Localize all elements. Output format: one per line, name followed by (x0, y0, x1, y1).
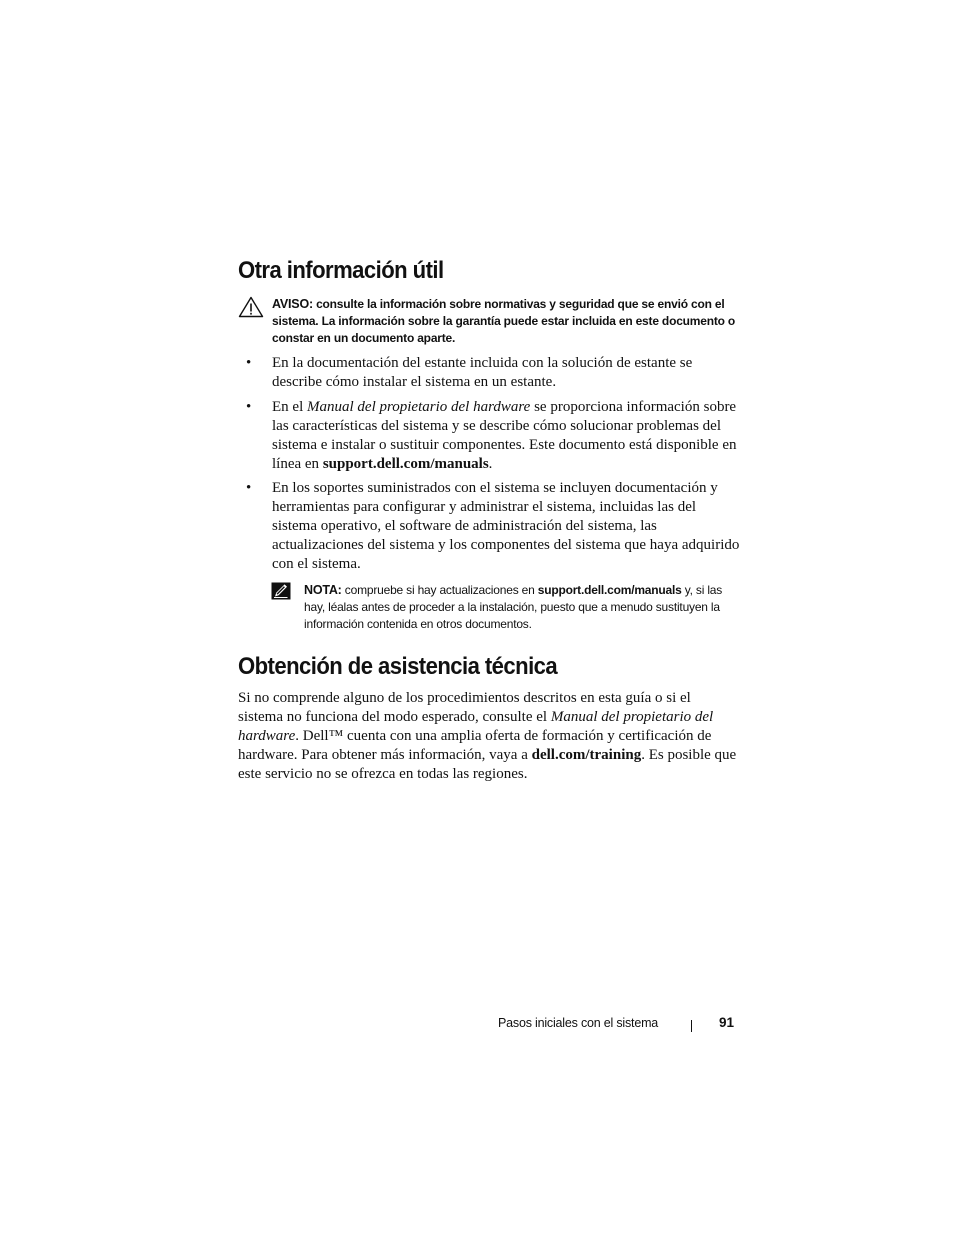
note-text-pre: compruebe si hay actualizaciones en (344, 583, 538, 597)
list-item-text: En la documentación del estante incluida con la solución de estante se describe cómo instalar el sistema en un estante. (272, 355, 693, 390)
training-link[interactable]: dell.com/training (531, 747, 642, 763)
page-footer (498, 1014, 738, 1034)
support-manual-title: Manual del propietario del hardware (238, 709, 714, 744)
support-text-post: . Es posible que este servicio no se ofrezca en todas las regiones. (238, 747, 737, 782)
warning-label: AVISO: (272, 297, 313, 311)
warning-text: consulte la información sobre normativas y seguridad que se envió con el sistema. La información sobre la garantía puede estar incluida en este documento o constar en un documento aparte. (272, 297, 736, 345)
footer-title: Pasos iniciales con el sistema (498, 1016, 659, 1030)
support-text-pre: Si no comprende alguno de los procedimientos descritos en esta guía o si el sistema no funciona del modo esperado, consulte el (238, 690, 691, 725)
list-item-text-mid: se proporciona información sobre las características del sistema y se describe cómo solucionar problemas del sistema e instalar o sustituir componentes. Este documento está disponible en línea en (272, 399, 737, 472)
section-heading-otra-informacion: Otra información útil (238, 257, 444, 284)
bullet-icon: • (246, 480, 252, 496)
list-item-text: En los soportes suministrados con el sistema se incluyen documentación y herramientas para configurar y administrar el sistema, incluidas las del sistema operativo, el software de administración del sistema, las actualizaciones del sistema y los componentes del sistema que haya adquirido con el sistema. (272, 480, 740, 572)
list-item-text-post: . (488, 456, 493, 472)
list-item (238, 398, 742, 474)
note-text-post: y, si las hay, léalas antes de proceder a la instalación, puesto que a menudo sustituyen la información contenida en otros documentos. (304, 583, 723, 631)
page-number: 91 (719, 1015, 735, 1030)
list-item (238, 354, 742, 392)
note-notice (304, 582, 744, 633)
warning-triangle-icon (238, 296, 264, 318)
bullet-icon: • (246, 355, 252, 371)
note-pencil-icon (271, 582, 291, 600)
footer-divider (691, 1020, 692, 1032)
note-manuals-link[interactable]: support.dell.com/manuals (537, 583, 682, 597)
warning-notice (272, 296, 742, 347)
bullet-icon: • (246, 399, 252, 415)
note-label: NOTA: (304, 583, 342, 597)
section-heading-asistencia-tecnica: Obtención de asistencia técnica (238, 653, 558, 680)
support-paragraph (238, 689, 738, 784)
manual-title: Manual del propietario del hardware (307, 399, 531, 415)
list-item (238, 479, 742, 574)
list-item-text-pre: En el (272, 399, 307, 415)
info-bullet-list (238, 354, 742, 579)
manuals-link[interactable]: support.dell.com/manuals (322, 456, 489, 472)
support-text-mid: . Dell™ cuenta con una amplia oferta de formación y certificación de hardware. Para obtener más información, vaya a (238, 728, 712, 763)
